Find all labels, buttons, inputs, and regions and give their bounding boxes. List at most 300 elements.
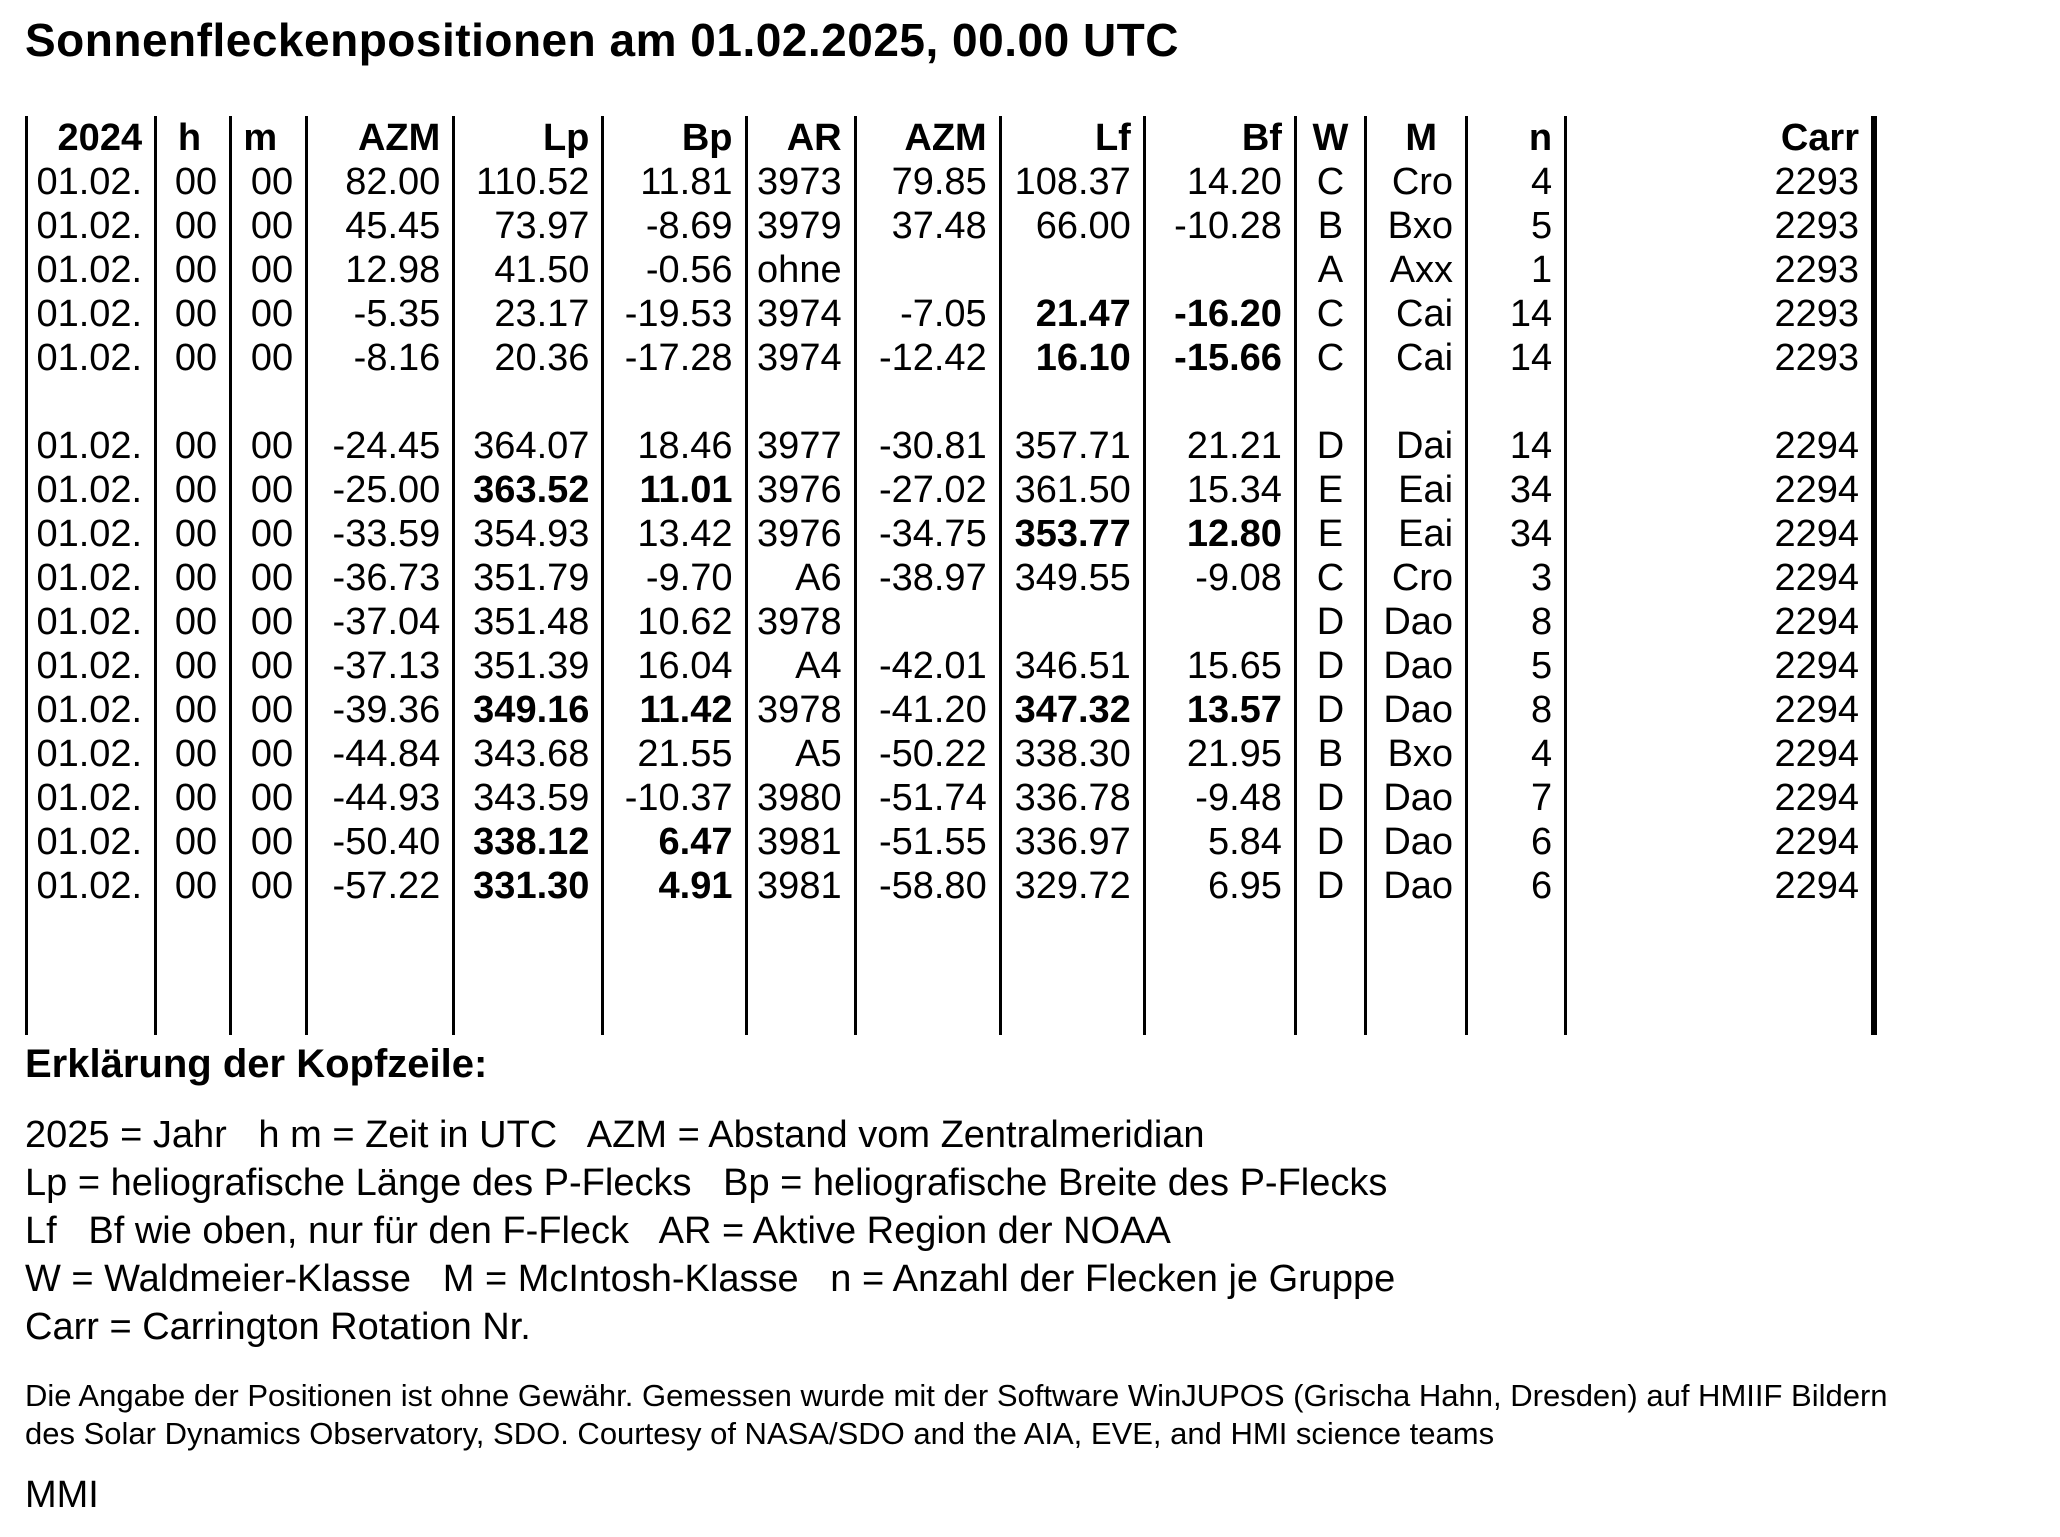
cell-bp: -8.69	[603, 204, 746, 248]
cell-bp: 16.04	[603, 644, 746, 688]
cell-n: 4	[1467, 160, 1566, 204]
cell-azm_p: -57.22	[307, 864, 454, 908]
cell-n: 14	[1467, 292, 1566, 336]
cell-ar: 3981	[746, 864, 855, 908]
cell-bf: 13.57	[1144, 688, 1295, 732]
cell-date: 01.02.	[27, 248, 156, 292]
table-row	[27, 160, 1875, 204]
footer	[25, 1041, 2060, 1517]
cell-bp: -0.56	[603, 248, 746, 292]
column-header-lp: Lp	[454, 116, 603, 160]
cell-w: D	[1295, 688, 1365, 732]
cell-w: C	[1295, 292, 1365, 336]
cell-lf: 16.10	[1000, 336, 1144, 380]
cell-carr: 2294	[1566, 556, 1874, 600]
cell-m: 00	[231, 248, 307, 292]
cell-m	[231, 908, 307, 1035]
cell-bp: 10.62	[603, 600, 746, 644]
cell-bp	[603, 908, 746, 1035]
cell-lp: 351.48	[454, 600, 603, 644]
cell-azm_f: -42.01	[855, 644, 1000, 688]
cell-azm_f	[855, 248, 1000, 292]
cell-w: C	[1295, 556, 1365, 600]
cell-azm_p: -50.40	[307, 820, 454, 864]
cell-m: 00	[231, 776, 307, 820]
cell-lp: 351.79	[454, 556, 603, 600]
cell-azm_f: -50.22	[855, 732, 1000, 776]
cell-lf: 353.77	[1000, 512, 1144, 556]
cell-date	[27, 908, 156, 1035]
cell-m: 00	[231, 644, 307, 688]
cell-m: 00	[231, 600, 307, 644]
cell-n: 34	[1467, 468, 1566, 512]
cell-azm_p: -37.04	[307, 600, 454, 644]
cell-lf: 21.47	[1000, 292, 1144, 336]
column-header-n: n	[1467, 116, 1566, 160]
cell-ar: 3974	[746, 336, 855, 380]
cell-lf: 347.32	[1000, 688, 1144, 732]
cell-azm_f: -30.81	[855, 424, 1000, 468]
cell-ar: 3980	[746, 776, 855, 820]
cell-bf: 5.84	[1144, 820, 1295, 864]
cell-m: 00	[231, 204, 307, 248]
cell-mcintosh	[1365, 908, 1466, 1035]
cell-ar: 3974	[746, 292, 855, 336]
cell-lf: 357.71	[1000, 424, 1144, 468]
disclaimer-line: des Solar Dynamics Observatory, SDO. Courtesy of NASA/SDO and the AIA, EVE, and HMI science teams	[25, 1416, 1495, 1451]
cell-mcintosh: Dao	[1365, 864, 1466, 908]
cell-lf: 336.78	[1000, 776, 1144, 820]
cell-h: 00	[156, 468, 231, 512]
cell-carr: 2294	[1566, 864, 1874, 908]
cell-bp: 21.55	[603, 732, 746, 776]
cell-mcintosh: Cro	[1365, 160, 1466, 204]
cell-w: E	[1295, 512, 1365, 556]
cell-bp: 11.81	[603, 160, 746, 204]
cell-ar: 3981	[746, 820, 855, 864]
cell-ar: 3978	[746, 600, 855, 644]
table-filler-row	[27, 908, 1875, 1035]
cell-ar: A4	[746, 644, 855, 688]
cell-m: 00	[231, 336, 307, 380]
cell-lf: 108.37	[1000, 160, 1144, 204]
cell-lf: 346.51	[1000, 644, 1144, 688]
cell-bp: -19.53	[603, 292, 746, 336]
cell-azm_f	[855, 380, 1000, 424]
cell-m: 00	[231, 820, 307, 864]
cell-carr	[1566, 380, 1874, 424]
cell-mcintosh	[1365, 380, 1466, 424]
cell-lf	[1000, 380, 1144, 424]
cell-bf	[1144, 908, 1295, 1035]
cell-bf: 15.34	[1144, 468, 1295, 512]
table-row	[27, 600, 1875, 644]
cell-n: 8	[1467, 688, 1566, 732]
cell-mcintosh: Dao	[1365, 776, 1466, 820]
header-legend	[25, 1111, 2060, 1351]
cell-bp: -9.70	[603, 556, 746, 600]
cell-m: 00	[231, 688, 307, 732]
cell-bf: -9.48	[1144, 776, 1295, 820]
cell-lp	[454, 908, 603, 1035]
cell-m	[231, 380, 307, 424]
cell-w	[1295, 908, 1365, 1035]
cell-azm_f	[855, 600, 1000, 644]
cell-lp: 364.07	[454, 424, 603, 468]
disclaimer	[25, 1377, 2060, 1453]
cell-bf: 15.65	[1144, 644, 1295, 688]
cell-mcintosh: Cai	[1365, 292, 1466, 336]
column-header-bp: Bp	[603, 116, 746, 160]
cell-mcintosh: Dao	[1365, 600, 1466, 644]
cell-azm_f: -38.97	[855, 556, 1000, 600]
footer-heading: Erklärung der Kopfzeile:	[25, 1042, 488, 1086]
cell-lf	[1000, 248, 1144, 292]
cell-h: 00	[156, 248, 231, 292]
cell-lf: 338.30	[1000, 732, 1144, 776]
cell-mcintosh: Eai	[1365, 468, 1466, 512]
cell-azm_p: -39.36	[307, 688, 454, 732]
cell-bf	[1144, 380, 1295, 424]
cell-n: 7	[1467, 776, 1566, 820]
cell-ar	[746, 380, 855, 424]
cell-carr: 2293	[1566, 248, 1874, 292]
cell-ar	[746, 908, 855, 1035]
disclaimer-line: Die Angabe der Positionen ist ohne Gewähr. Gemessen wurde mit der Software WinJUPOS (Grischa Hahn, Dresden) auf HMIIF Bildern	[25, 1378, 1888, 1413]
table-header-row	[27, 116, 1875, 160]
cell-bf	[1144, 600, 1295, 644]
cell-mcintosh: Dao	[1365, 644, 1466, 688]
cell-lf	[1000, 908, 1144, 1035]
cell-lp: 331.30	[454, 864, 603, 908]
cell-ar: A5	[746, 732, 855, 776]
cell-mcintosh: Dai	[1365, 424, 1466, 468]
cell-bp: -17.28	[603, 336, 746, 380]
cell-mcintosh: Dao	[1365, 688, 1466, 732]
cell-w: D	[1295, 600, 1365, 644]
cell-h: 00	[156, 160, 231, 204]
cell-h: 00	[156, 776, 231, 820]
cell-azm_f: 79.85	[855, 160, 1000, 204]
cell-date: 01.02.	[27, 644, 156, 688]
column-header-date: 2024	[27, 116, 156, 160]
cell-date: 01.02.	[27, 820, 156, 864]
cell-azm_f: -58.80	[855, 864, 1000, 908]
cell-azm_p: -33.59	[307, 512, 454, 556]
cell-n: 34	[1467, 512, 1566, 556]
cell-azm_f: -51.55	[855, 820, 1000, 864]
cell-date: 01.02.	[27, 512, 156, 556]
cell-w: A	[1295, 248, 1365, 292]
cell-m: 00	[231, 160, 307, 204]
cell-n: 14	[1467, 336, 1566, 380]
cell-w: C	[1295, 336, 1365, 380]
cell-date: 01.02.	[27, 688, 156, 732]
column-header-azm_f: AZM	[855, 116, 1000, 160]
cell-mcintosh: Dao	[1365, 820, 1466, 864]
cell-azm_f: -27.02	[855, 468, 1000, 512]
column-header-w: W	[1295, 116, 1365, 160]
cell-mcintosh: Cro	[1365, 556, 1466, 600]
table-row	[27, 864, 1875, 908]
cell-n: 14	[1467, 424, 1566, 468]
cell-n: 5	[1467, 204, 1566, 248]
table-row	[27, 556, 1875, 600]
table-row	[27, 732, 1875, 776]
cell-h: 00	[156, 292, 231, 336]
cell-azm_p: 45.45	[307, 204, 454, 248]
cell-azm_p: 82.00	[307, 160, 454, 204]
cell-date: 01.02.	[27, 600, 156, 644]
cell-lf: 349.55	[1000, 556, 1144, 600]
cell-h: 00	[156, 864, 231, 908]
cell-n: 1	[1467, 248, 1566, 292]
cell-carr: 2294	[1566, 512, 1874, 556]
cell-azm_f: -51.74	[855, 776, 1000, 820]
cell-date: 01.02.	[27, 336, 156, 380]
cell-h: 00	[156, 600, 231, 644]
cell-lp: 363.52	[454, 468, 603, 512]
legend-line: Carr = Carrington Rotation Nr.	[25, 1306, 531, 1348]
cell-bf: 12.80	[1144, 512, 1295, 556]
legend-line: 2025 = Jahr h m = Zeit in UTC AZM = Abstand vom Zentralmeridian	[25, 1114, 1205, 1156]
column-header-ar: AR	[746, 116, 855, 160]
cell-mcintosh: Eai	[1365, 512, 1466, 556]
cell-ar: 3976	[746, 512, 855, 556]
cell-date: 01.02.	[27, 864, 156, 908]
cell-h: 00	[156, 204, 231, 248]
cell-azm_f: -12.42	[855, 336, 1000, 380]
cell-bp: 11.01	[603, 468, 746, 512]
cell-m: 00	[231, 732, 307, 776]
cell-date: 01.02.	[27, 556, 156, 600]
cell-lp: 343.68	[454, 732, 603, 776]
cell-w: C	[1295, 160, 1365, 204]
group-separator-row	[27, 380, 1875, 424]
cell-n: 6	[1467, 820, 1566, 864]
cell-m: 00	[231, 292, 307, 336]
cell-lp: 351.39	[454, 644, 603, 688]
cell-h: 00	[156, 820, 231, 864]
cell-bf	[1144, 248, 1295, 292]
cell-bf: -10.28	[1144, 204, 1295, 248]
cell-lp: 338.12	[454, 820, 603, 864]
cell-m: 00	[231, 468, 307, 512]
cell-bp: 13.42	[603, 512, 746, 556]
cell-date: 01.02.	[27, 424, 156, 468]
cell-azm_p: -44.84	[307, 732, 454, 776]
cell-azm_p: -44.93	[307, 776, 454, 820]
cell-azm_f: 37.48	[855, 204, 1000, 248]
column-header-mcintosh: M	[1365, 116, 1466, 160]
cell-lp: 73.97	[454, 204, 603, 248]
cell-bp: -10.37	[603, 776, 746, 820]
cell-mcintosh: Bxo	[1365, 732, 1466, 776]
table-row	[27, 424, 1875, 468]
cell-lp: 110.52	[454, 160, 603, 204]
cell-n: 4	[1467, 732, 1566, 776]
cell-lp	[454, 380, 603, 424]
cell-m: 00	[231, 512, 307, 556]
cell-date: 01.02.	[27, 468, 156, 512]
legend-line: Lf Bf wie oben, nur für den F-Fleck AR = Aktive Region der NOAA	[25, 1210, 1171, 1252]
sunspot-table	[25, 116, 1877, 1035]
column-header-bf: Bf	[1144, 116, 1295, 160]
cell-carr: 2294	[1566, 732, 1874, 776]
cell-h	[156, 380, 231, 424]
table-row	[27, 468, 1875, 512]
column-header-lf: Lf	[1000, 116, 1144, 160]
table-row	[27, 248, 1875, 292]
cell-w: D	[1295, 776, 1365, 820]
cell-w: B	[1295, 732, 1365, 776]
cell-bp	[603, 380, 746, 424]
cell-w: D	[1295, 424, 1365, 468]
column-header-carr: Carr	[1566, 116, 1874, 160]
cell-h: 00	[156, 556, 231, 600]
table-row	[27, 512, 1875, 556]
cell-bp: 6.47	[603, 820, 746, 864]
cell-w: E	[1295, 468, 1365, 512]
cell-m: 00	[231, 864, 307, 908]
cell-carr	[1566, 908, 1874, 1035]
cell-azm_p: -25.00	[307, 468, 454, 512]
cell-w	[1295, 380, 1365, 424]
table-row	[27, 820, 1875, 864]
cell-mcintosh: Axx	[1365, 248, 1466, 292]
cell-bp: 11.42	[603, 688, 746, 732]
cell-mcintosh: Cai	[1365, 336, 1466, 380]
cell-lf: 361.50	[1000, 468, 1144, 512]
cell-w: D	[1295, 864, 1365, 908]
cell-lp: 349.16	[454, 688, 603, 732]
cell-carr: 2294	[1566, 644, 1874, 688]
cell-m: 00	[231, 556, 307, 600]
cell-ar: 3979	[746, 204, 855, 248]
cell-carr: 2293	[1566, 292, 1874, 336]
cell-azm_p: -5.35	[307, 292, 454, 336]
cell-azm_f: -34.75	[855, 512, 1000, 556]
report-page	[0, 14, 2060, 1517]
cell-carr: 2293	[1566, 160, 1874, 204]
cell-bf: 6.95	[1144, 864, 1295, 908]
cell-w: B	[1295, 204, 1365, 248]
cell-azm_f: -41.20	[855, 688, 1000, 732]
cell-lp: 20.36	[454, 336, 603, 380]
cell-ar: A6	[746, 556, 855, 600]
table-row	[27, 644, 1875, 688]
signature: MMI	[25, 1474, 99, 1516]
table-row	[27, 776, 1875, 820]
cell-lf: 329.72	[1000, 864, 1144, 908]
cell-m: 00	[231, 424, 307, 468]
cell-bf: 21.21	[1144, 424, 1295, 468]
cell-carr: 2293	[1566, 336, 1874, 380]
cell-azm_p: -36.73	[307, 556, 454, 600]
cell-carr: 2294	[1566, 776, 1874, 820]
cell-lp: 343.59	[454, 776, 603, 820]
cell-n: 3	[1467, 556, 1566, 600]
column-header-azm_p: AZM	[307, 116, 454, 160]
cell-azm_f	[855, 908, 1000, 1035]
cell-n: 5	[1467, 644, 1566, 688]
cell-date: 01.02.	[27, 732, 156, 776]
column-header-m: m	[231, 116, 307, 160]
cell-lf: 336.97	[1000, 820, 1144, 864]
cell-bf: 14.20	[1144, 160, 1295, 204]
cell-h: 00	[156, 512, 231, 556]
cell-ar: 3976	[746, 468, 855, 512]
cell-azm_p: -37.13	[307, 644, 454, 688]
cell-ar: 3973	[746, 160, 855, 204]
cell-bp: 18.46	[603, 424, 746, 468]
cell-w: D	[1295, 644, 1365, 688]
column-header-h: h	[156, 116, 231, 160]
cell-bf: -15.66	[1144, 336, 1295, 380]
cell-azm_p	[307, 908, 454, 1035]
cell-n: 8	[1467, 600, 1566, 644]
cell-lp: 41.50	[454, 248, 603, 292]
cell-h: 00	[156, 732, 231, 776]
cell-bf: -9.08	[1144, 556, 1295, 600]
cell-lp: 23.17	[454, 292, 603, 336]
page-title: Sonnenfleckenpositionen am 01.02.2025, 00.00 UTC	[25, 14, 1179, 66]
cell-h	[156, 908, 231, 1035]
cell-lf	[1000, 600, 1144, 644]
cell-h: 00	[156, 336, 231, 380]
cell-bf: -16.20	[1144, 292, 1295, 336]
legend-line: W = Waldmeier-Klasse M = McIntosh-Klasse n = Anzahl der Flecken je Gruppe	[25, 1258, 1396, 1300]
cell-n: 6	[1467, 864, 1566, 908]
legend-line: Lp = heliografische Länge des P-Flecks Bp = heliografische Breite des P-Flecks	[25, 1162, 1388, 1204]
cell-lp: 354.93	[454, 512, 603, 556]
cell-ar: 3977	[746, 424, 855, 468]
cell-azm_f: -7.05	[855, 292, 1000, 336]
cell-carr: 2294	[1566, 820, 1874, 864]
cell-w: D	[1295, 820, 1365, 864]
cell-ar: ohne	[746, 248, 855, 292]
cell-h: 00	[156, 424, 231, 468]
cell-h: 00	[156, 644, 231, 688]
cell-mcintosh: Bxo	[1365, 204, 1466, 248]
cell-bf: 21.95	[1144, 732, 1295, 776]
cell-n	[1467, 908, 1566, 1035]
cell-carr: 2294	[1566, 600, 1874, 644]
table-row	[27, 204, 1875, 248]
cell-carr: 2293	[1566, 204, 1874, 248]
cell-azm_p	[307, 380, 454, 424]
cell-date: 01.02.	[27, 160, 156, 204]
cell-azm_p: 12.98	[307, 248, 454, 292]
cell-bp: 4.91	[603, 864, 746, 908]
cell-h: 00	[156, 688, 231, 732]
cell-n	[1467, 380, 1566, 424]
cell-date: 01.02.	[27, 204, 156, 248]
cell-azm_p: -24.45	[307, 424, 454, 468]
cell-date: 01.02.	[27, 776, 156, 820]
cell-azm_p: -8.16	[307, 336, 454, 380]
table-row	[27, 292, 1875, 336]
cell-lf: 66.00	[1000, 204, 1144, 248]
cell-carr: 2294	[1566, 424, 1874, 468]
table-row	[27, 336, 1875, 380]
cell-carr: 2294	[1566, 688, 1874, 732]
cell-date: 01.02.	[27, 292, 156, 336]
cell-date	[27, 380, 156, 424]
table-row	[27, 688, 1875, 732]
cell-carr: 2294	[1566, 468, 1874, 512]
cell-ar: 3978	[746, 688, 855, 732]
